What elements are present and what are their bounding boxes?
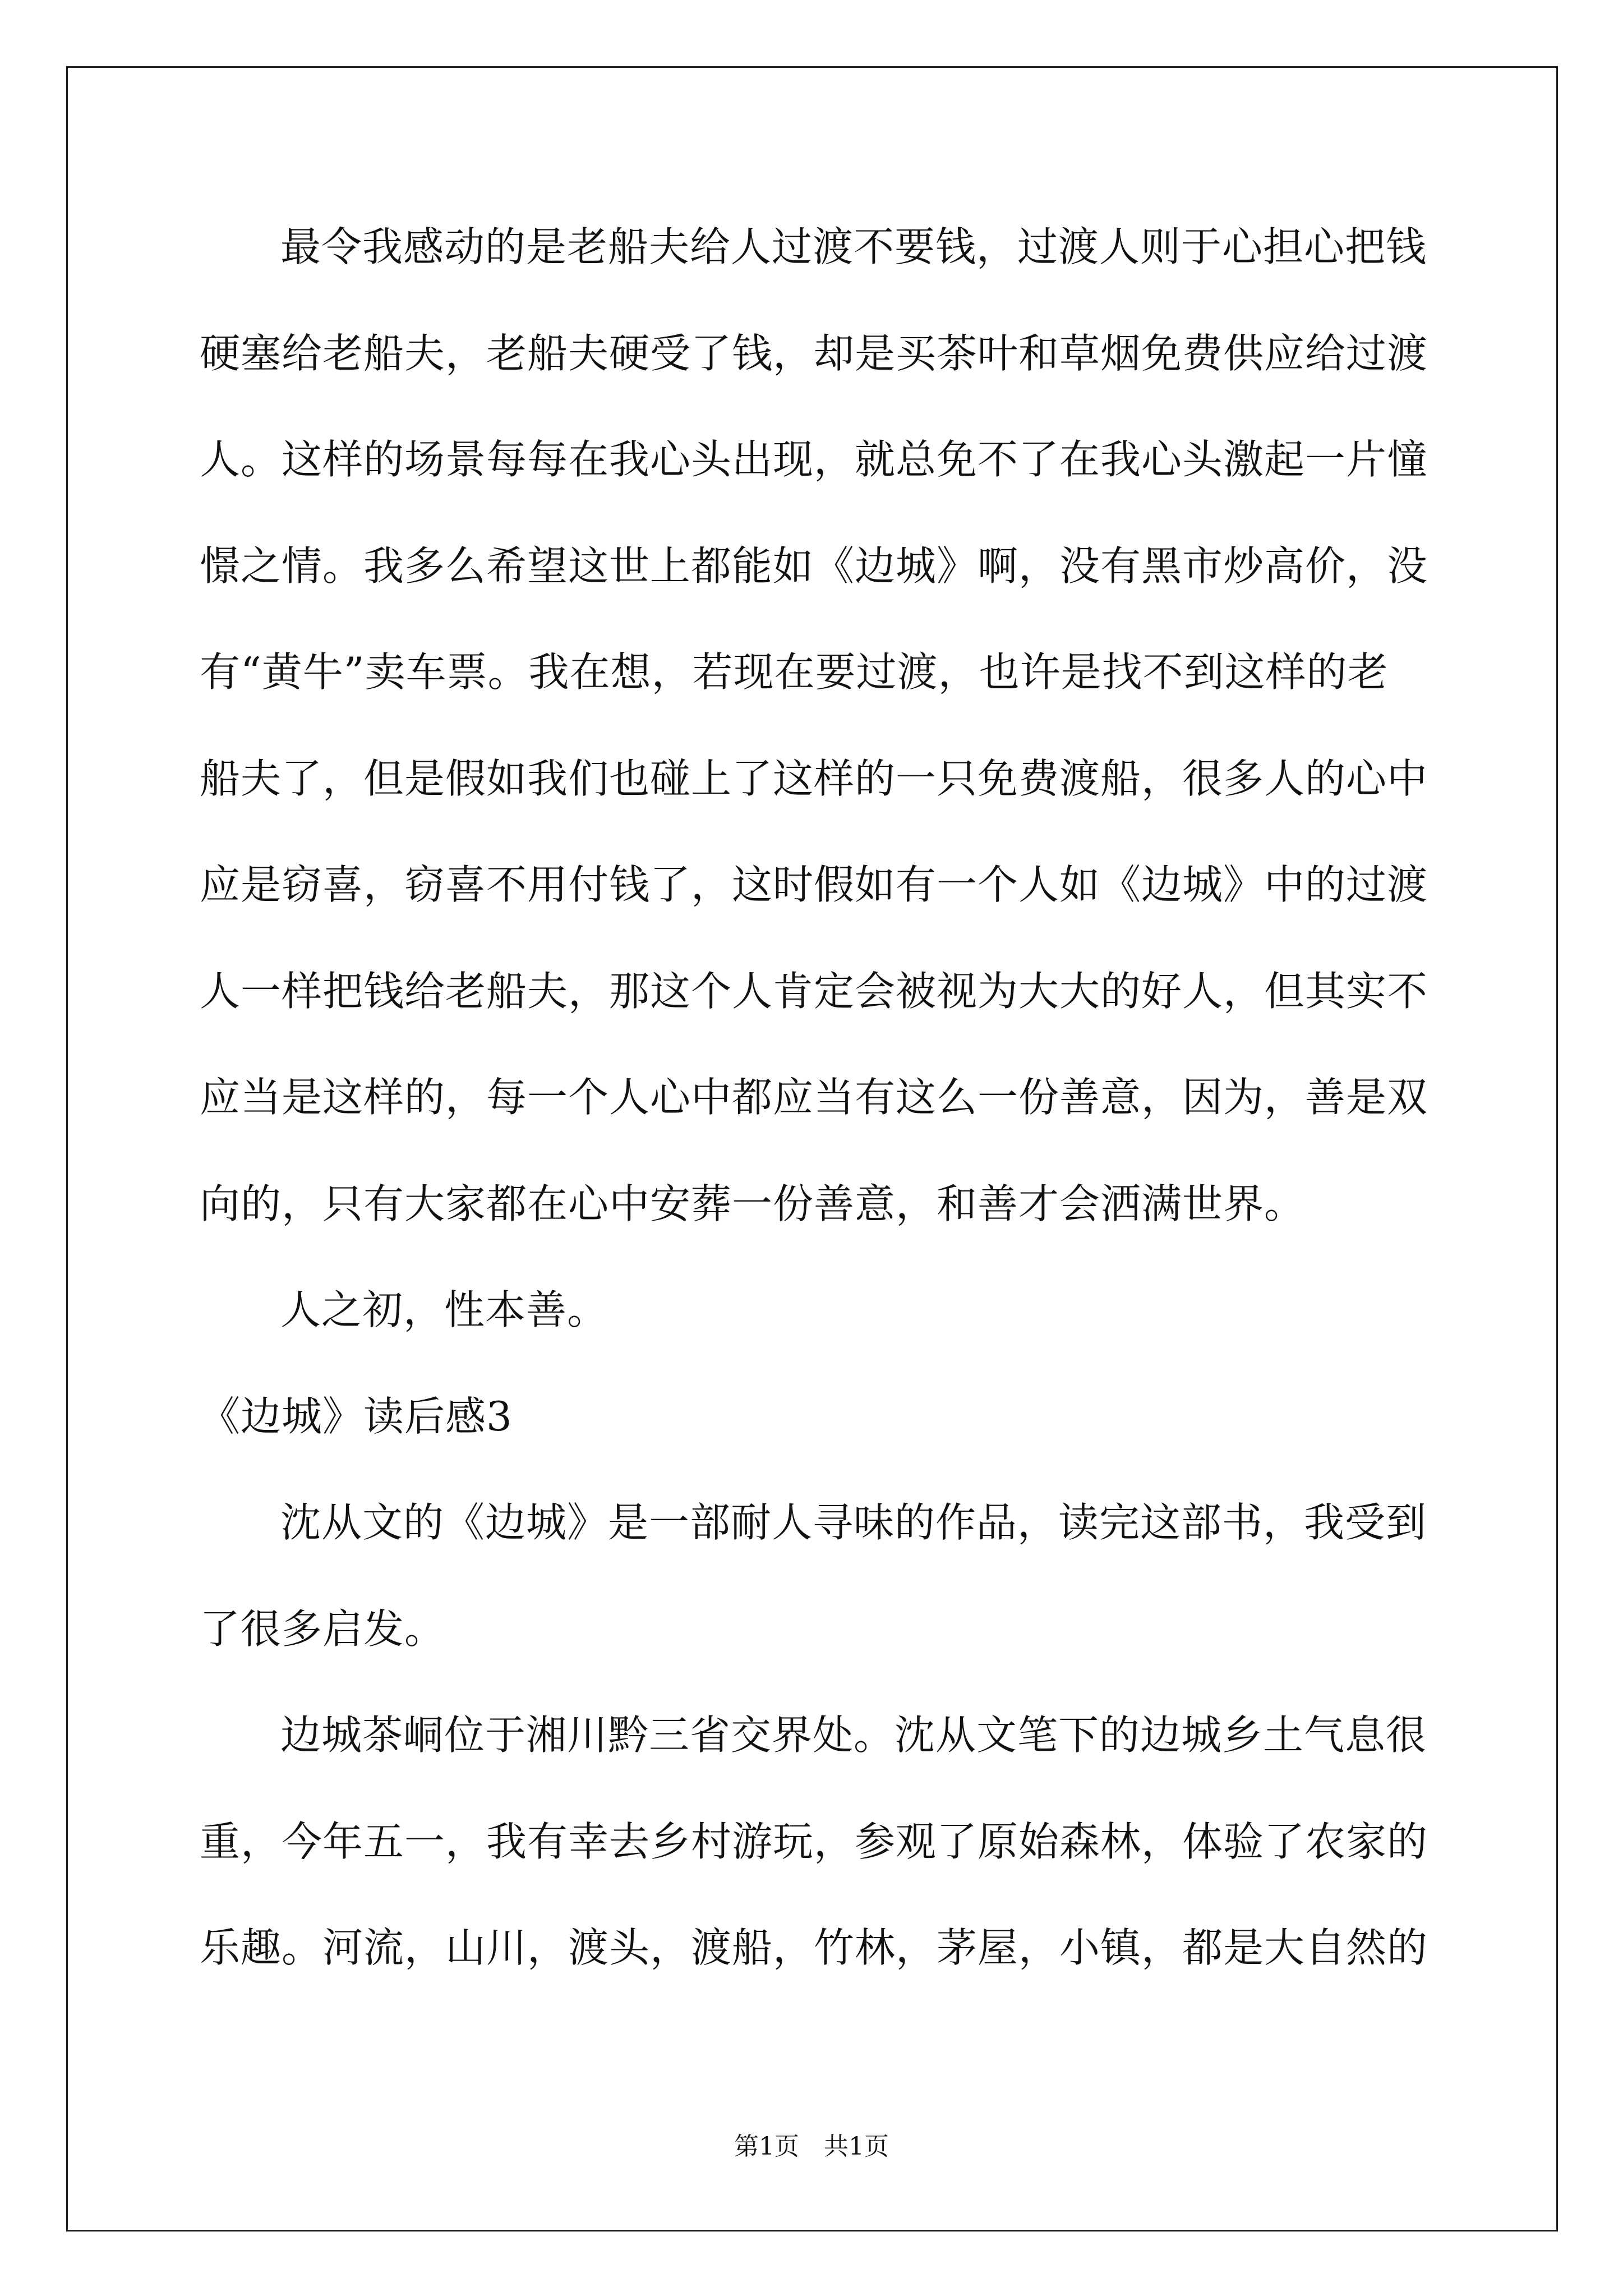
text-line: 应是窃喜，窃喜不用付钱了，这时假如有一个人如《边城》中的过渡 <box>200 861 1428 908</box>
text-line: 应当是这样的，每一个人心中都应当有这么一份善意，因为，善是双 <box>200 1074 1428 1121</box>
section-heading: 《边城》读后感3 <box>200 1392 513 1440</box>
text-line: 重，今年五一，我有幸去乡村游玩，参观了原始森林，体验了农家的 <box>200 1818 1428 1865</box>
text-line: 最令我感动的是老船夫给人过渡不要钱，过渡人则于心担心把钱 <box>280 223 1427 270</box>
text-line: 船夫了，但是假如我们也碰上了这样的一只免费渡船，很多人的心中 <box>200 754 1428 802</box>
text-line: 憬之情。我多么希望这世上都能如《边城》啊，没有黑市炒高价，没 <box>200 542 1428 590</box>
text-line: 了很多启发。 <box>200 1605 446 1653</box>
text-line: 边城茶峒位于湘川黔三省交界处。沈从文笔下的边城乡土气息很 <box>280 1711 1427 1759</box>
text-line: 硬塞给老船夫，老船夫硬受了钱，却是买茶叶和草烟免费供应给过渡 <box>200 329 1428 377</box>
text-line: 乐趣。河流，山川，渡头，渡船，竹林，茅屋，小镇，都是大自然的 <box>200 1924 1428 1971</box>
text-line: 人一样把钱给老船夫，那这个人肯定会被视为大大的好人，但其实不 <box>200 967 1428 1015</box>
text-line: 有“黄牛”卖车票。我在想，若现在要过渡，也许是找不到这样的老 <box>200 648 1389 696</box>
page-footer: 第1页 共1页 <box>734 2132 889 2161</box>
text-line: 人之初，性本善。 <box>280 1286 608 1333</box>
text-line: 沈从文的《边城》是一部耐人寻味的作品，读完这部书，我受到 <box>280 1499 1427 1546</box>
document-body <box>200 224 1428 2032</box>
text-line: 人。这样的场景每每在我心头出现，就总免不了在我心头激起一片憧 <box>200 436 1428 483</box>
text-line: 向的，只有大家都在心中安葬一份善意，和善才会洒满世界。 <box>200 1180 1306 1227</box>
